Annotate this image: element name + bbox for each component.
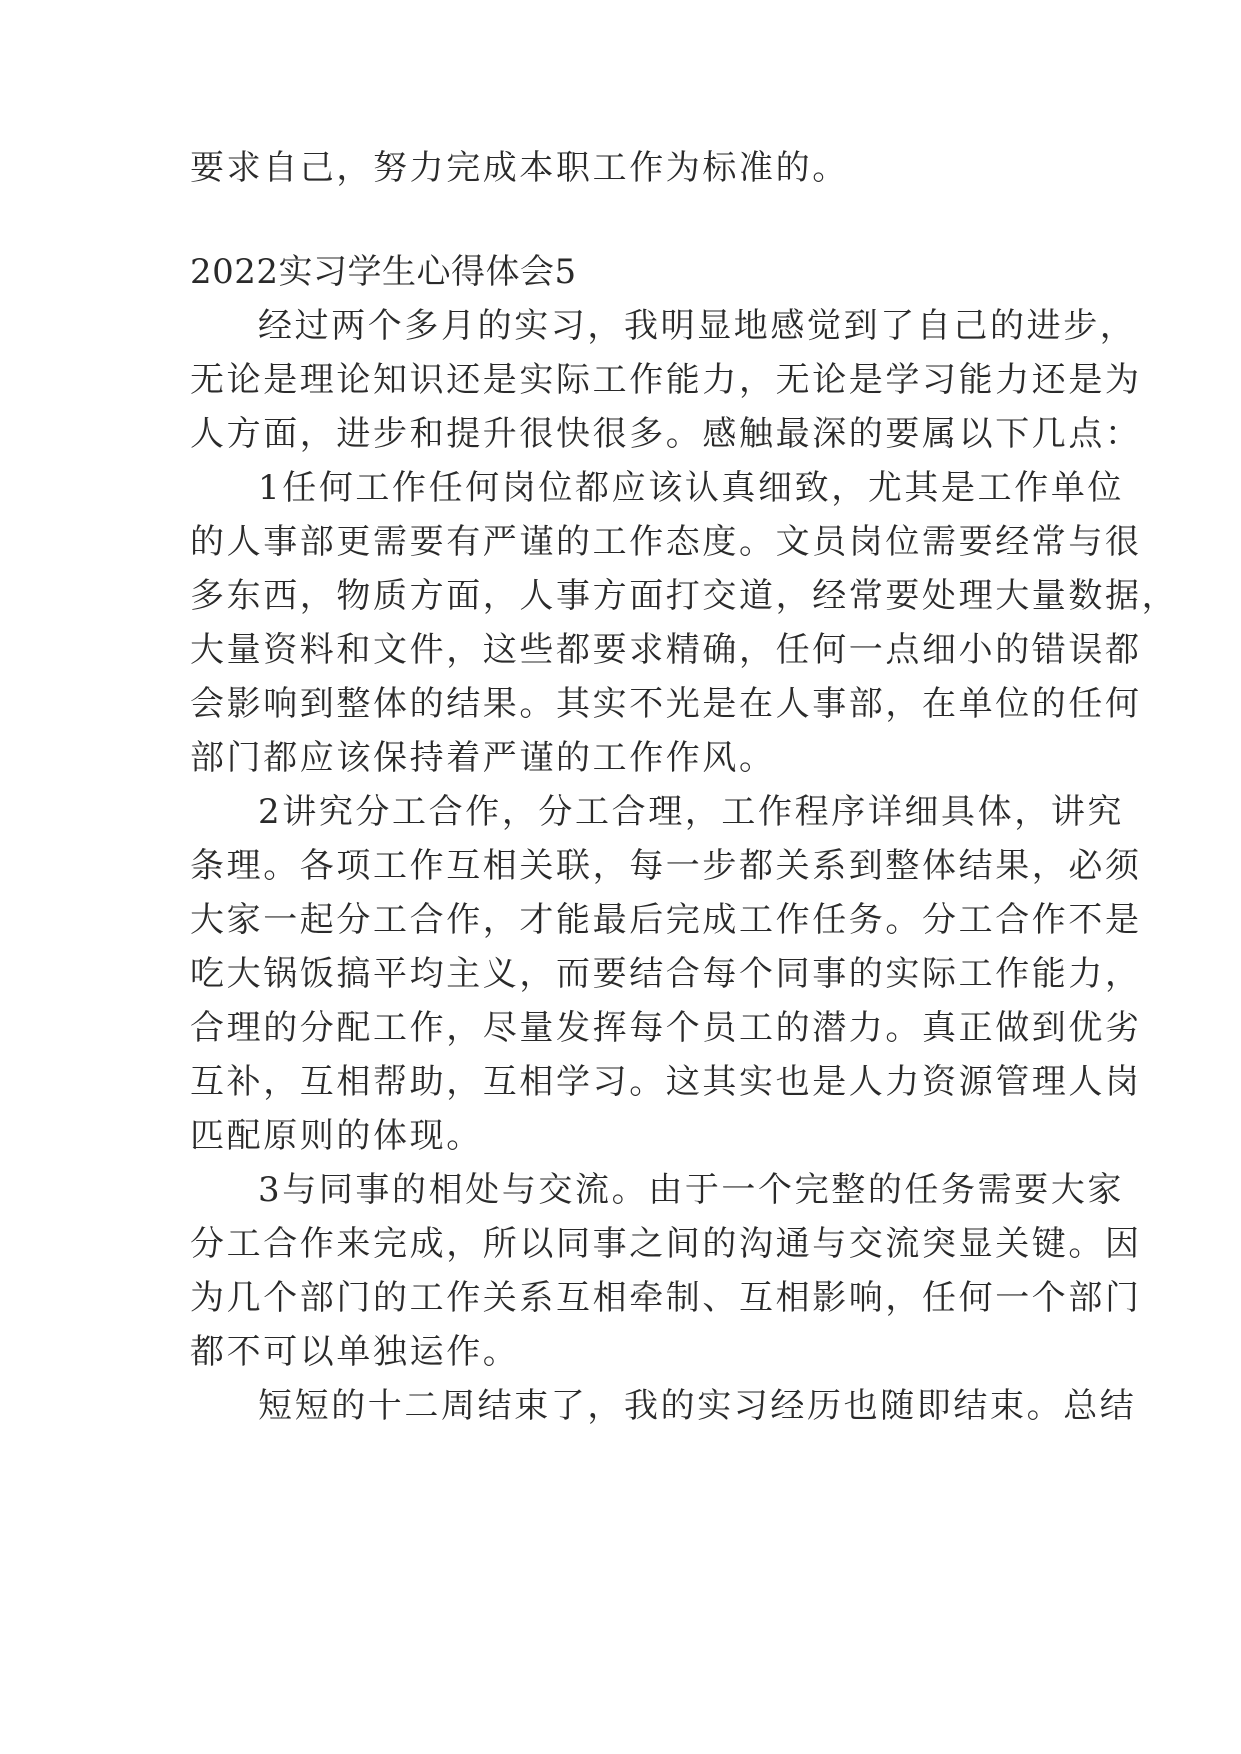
text-line: 3与同事的相处与交流。由于一个完整的任务需要大家 — [258, 1170, 1125, 1210]
text-line: 匹配原则的体现。 — [190, 1116, 483, 1156]
text-line: 分工合作来完成，所以同事之间的沟通与交流突显关键。因 — [190, 1224, 1142, 1264]
text-line: 吃大锅饭搞平均主义，而要结合每个同事的实际工作能力， — [190, 954, 1142, 994]
text-line: 短短的十二周结束了，我的实习经历也随即结束。总结 — [258, 1386, 1137, 1426]
text-line: 2讲究分工合作，分工合理，工作程序详细具体，讲究 — [258, 792, 1125, 832]
text-line: 大量资料和文件，这些都要求精确，任何一点细小的错误都 — [190, 630, 1142, 670]
text-line: 条理。各项工作互相关联，每一步都关系到整体结果，必须 — [190, 846, 1142, 886]
section-heading: 2022实习学生心得体会5 — [190, 252, 577, 292]
text-line: 为几个部门的工作关系互相牵制、互相影响，任何一个部门 — [190, 1278, 1142, 1318]
text-line: 会影响到整体的结果。其实不光是在人事部，在单位的任何 — [190, 684, 1142, 724]
text-line: 部门都应该保持着严谨的工作作风。 — [190, 738, 776, 778]
text-line: 要求自己，努力完成本职工作为标准的。 — [190, 148, 849, 188]
text-line: 的人事部更需要有严谨的工作态度。文员岗位需要经常与很 — [190, 522, 1142, 562]
text-line: 无论是理论知识还是实际工作能力，无论是学习能力还是为 — [190, 360, 1142, 400]
text-line: 互补，互相帮助，互相学习。这其实也是人力资源管理人岗 — [190, 1062, 1142, 1102]
text-line: 大家一起分工合作，才能最后完成工作任务。分工合作不是 — [190, 900, 1142, 940]
text-line: 人方面，进步和提升很快很多。感触最深的要属以下几点： — [190, 414, 1142, 454]
text-line: 多东西，物质方面，人事方面打交道，经常要处理大量数据， — [190, 576, 1179, 616]
text-line: 经过两个多月的实习，我明显地感觉到了自己的进步， — [258, 306, 1137, 346]
text-line: 都不可以单独运作。 — [190, 1332, 520, 1372]
text-line: 1任何工作任何岗位都应该认真细致，尤其是工作单位 — [258, 468, 1125, 508]
text-line: 合理的分配工作，尽量发挥每个员工的潜力。真正做到优劣 — [190, 1008, 1142, 1048]
